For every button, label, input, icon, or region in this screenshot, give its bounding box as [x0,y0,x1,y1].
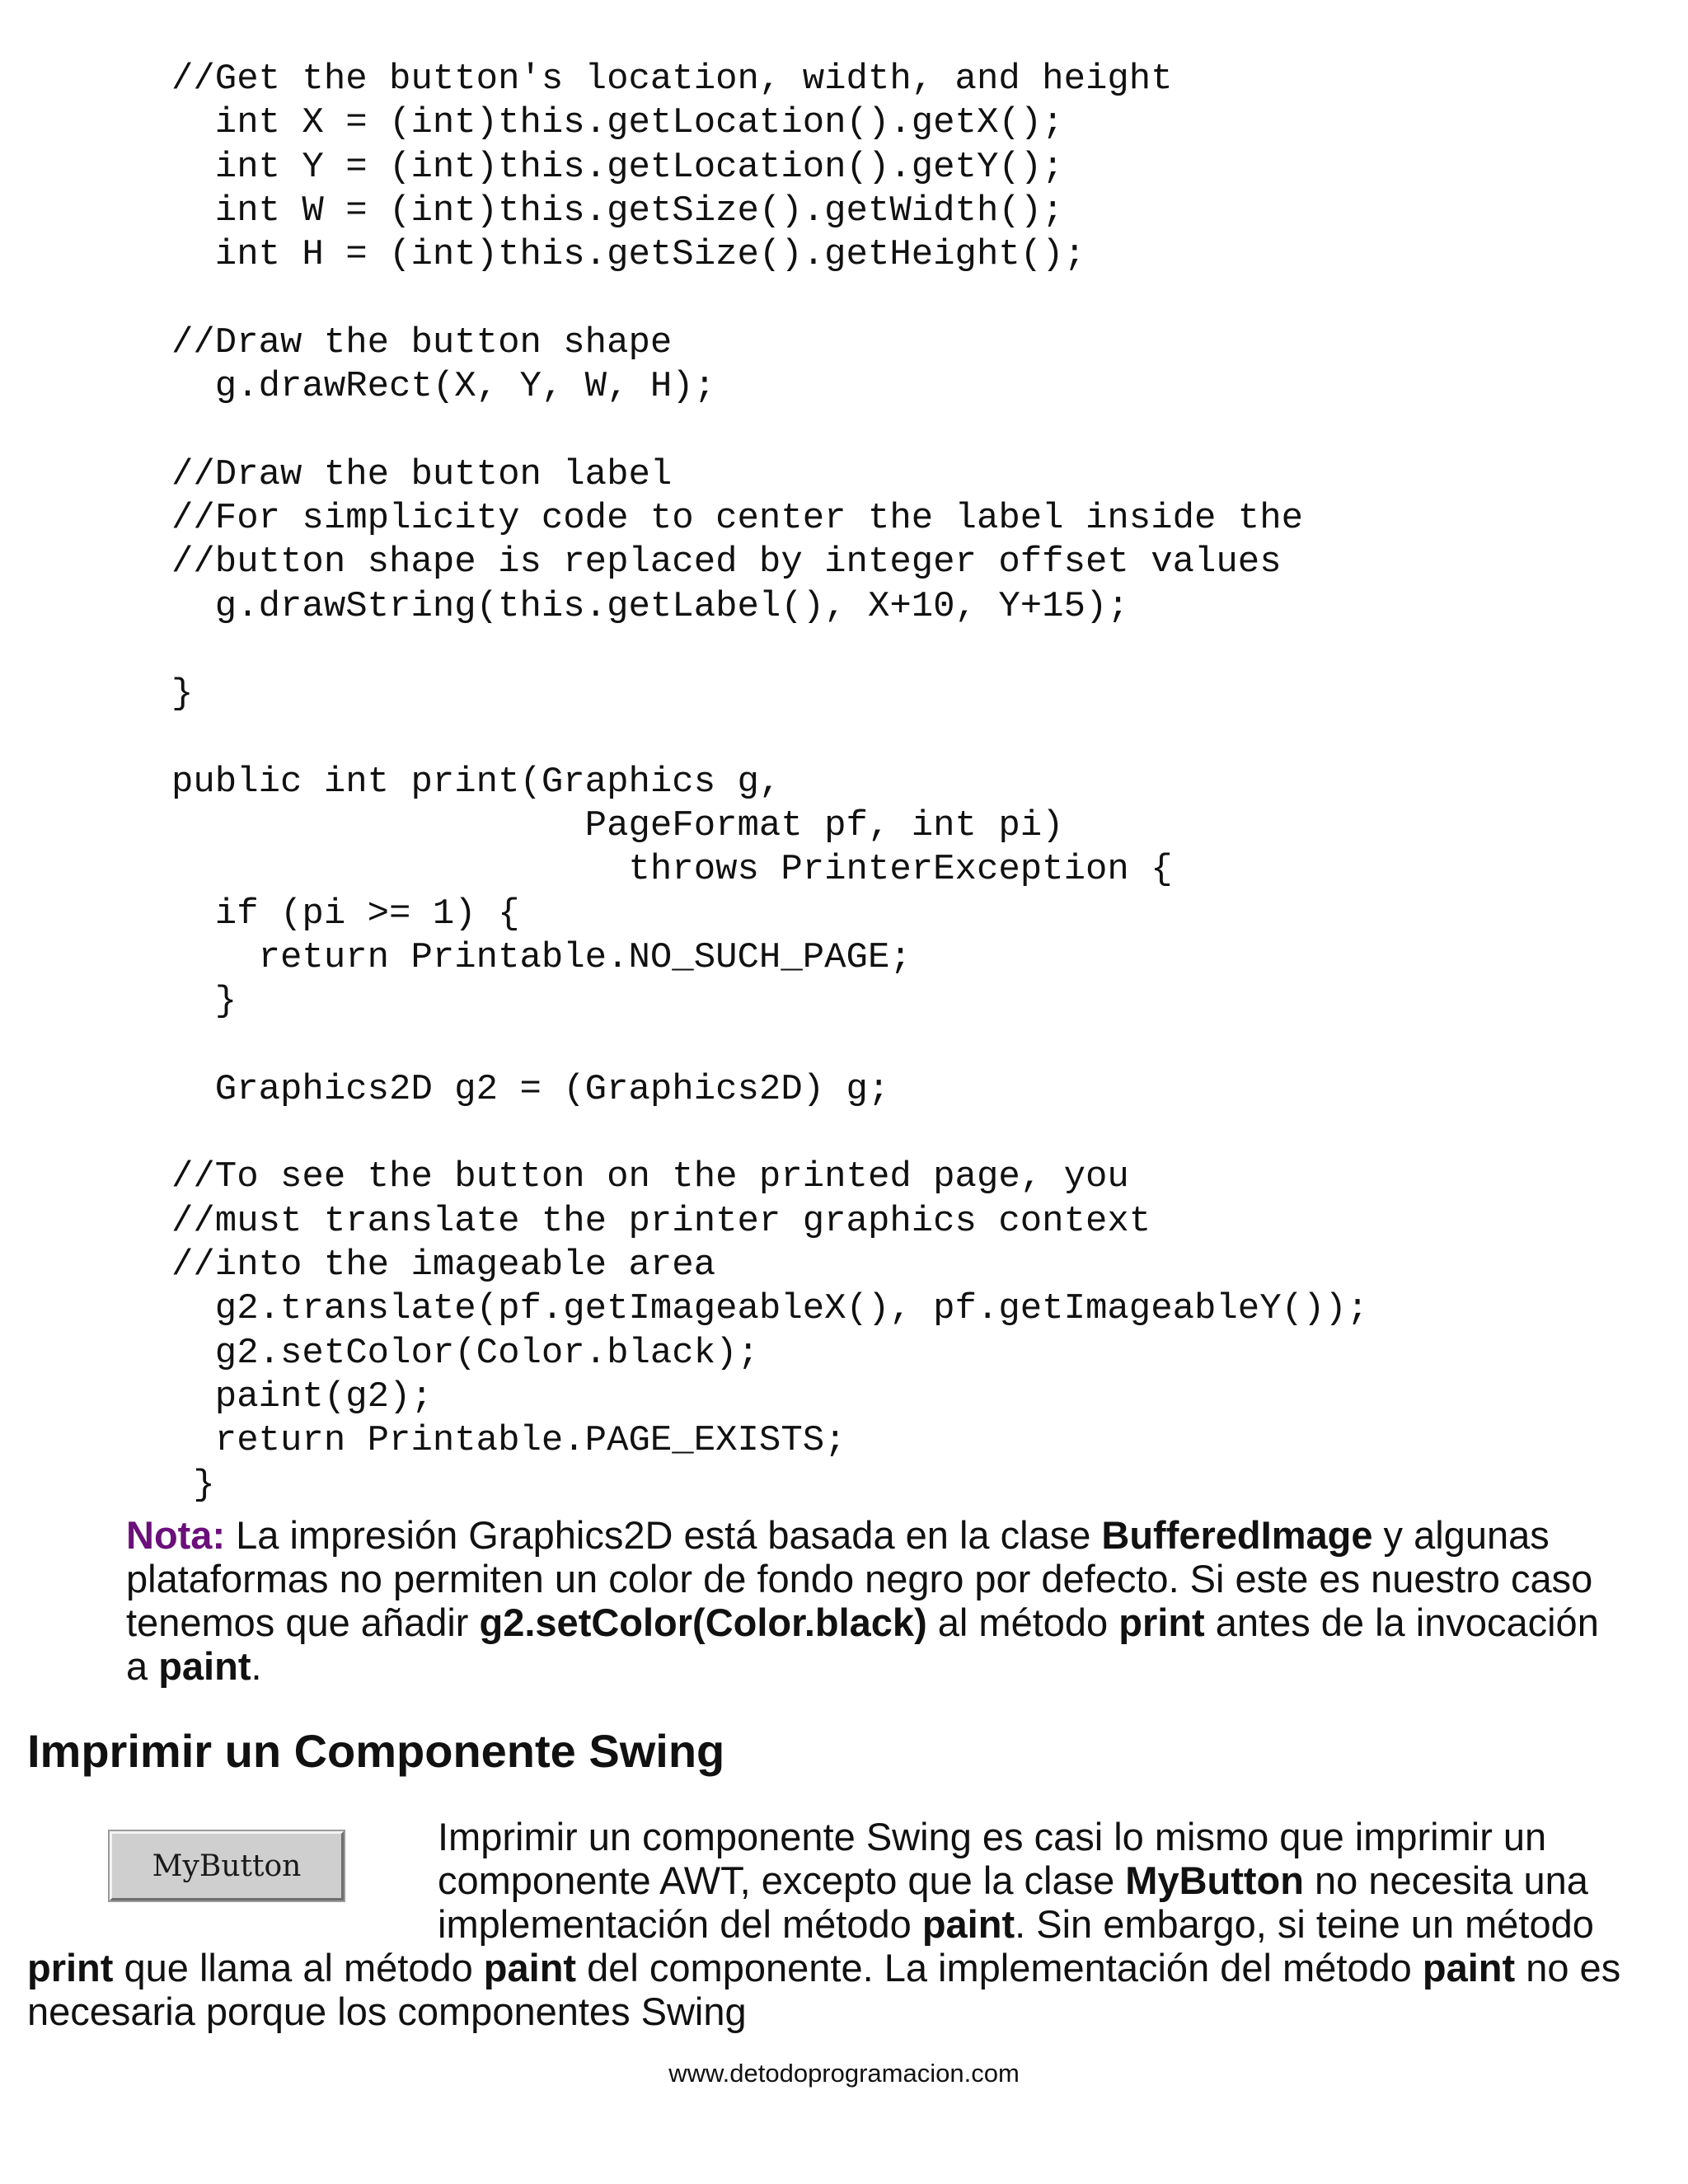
code-line: int H = (int)this.getSize().getHeight(); [171,234,1085,276]
code-listing [171,58,1368,1507]
code-line: int X = (int)this.getLocation().getX(); [171,102,1064,144]
code-line: g.drawString(this.getLabel(), X+10, Y+15); [171,585,1129,627]
para-bold-method: print [27,1946,114,1990]
code-line: throws PrinterException { [171,849,1173,891]
code-line: //To see the button on the printed page, you [171,1156,1129,1198]
note-text: . [251,1644,262,1688]
code-line: g2.translate(pf.getImageableX(), pf.getImageableY()); [171,1288,1369,1330]
code-line [171,409,1368,452]
para-text: . Sin embargo, si teine un método [1015,1902,1594,1946]
code-line [171,277,1368,321]
code-line: //must translate the printer graphics context [171,1200,1151,1242]
para-bold-method: paint [483,1946,577,1990]
code-line [171,1112,1368,1155]
para-text: del componente. La implementación del método [576,1946,1423,1990]
section-heading: Imprimir un Componente Swing [27,1725,725,1777]
note-paragraph [126,1513,1610,1688]
note-label: Nota: [126,1513,226,1557]
code-line: //For simplicity code to center the label inside the [171,497,1304,539]
para-bold-method: paint [921,1902,1015,1946]
code-line: PageFormat pf, int pi) [171,805,1064,847]
note-text: La impresión Graphics2D está basada en la clase [225,1513,1102,1557]
code-line: if (pi >= 1) { [171,893,520,935]
code-line [171,716,1368,760]
para-bold-class: MyButton [1125,1858,1304,1902]
note-bold-method: paint [158,1644,251,1688]
code-line: } [171,981,237,1023]
para-text: que llama al método [113,1946,484,1990]
code-line: return Printable.NO_SUCH_PAGE; [171,936,912,978]
para-bold-method: paint [1422,1946,1516,1990]
footer-url: www.detodoprogramacion.com [668,2059,1020,2088]
code-line: //Draw the button label [171,453,673,495]
code-line: paint(g2); [171,1376,433,1418]
code-line: public int print(Graphics g, [171,761,781,803]
note-bold-method: print [1118,1601,1205,1644]
code-line: //into the imageable area [171,1244,716,1286]
code-line: int Y = (int)this.getLocation().getY(); [171,146,1064,188]
code-line: //Draw the button shape [171,321,673,363]
code-line: } [171,673,194,715]
image-spacer [27,1815,438,1946]
code-line: int W = (int)this.getSize().getWidth(); [171,190,1064,232]
code-line: return Printable.PAGE_EXISTS; [171,1420,846,1462]
code-line: } [171,1464,215,1506]
mybutton-demo-image: MyButton [110,1831,344,1900]
para-text: no es necesaria porque los componentes Swing [27,1946,1621,2033]
note-bold-class: BufferedImage [1101,1513,1373,1557]
note-text: antes de la invocación a [126,1601,1599,1688]
code-line: Graphics2D g2 = (Graphics2D) g; [171,1068,890,1110]
para-text: no necesita una implementación del método [438,1858,1588,1946]
code-line: //Get the button's location, width, and height [171,59,1173,100]
code-line: g2.setColor(Color.black); [171,1332,759,1374]
code-line: g.drawRect(X, Y, W, H); [171,366,716,408]
note-text: al método [926,1601,1119,1644]
note-bold-code: g2.setColor(Color.black) [479,1601,927,1644]
para-text: Imprimir un componente Swing es casi lo mismo que imprimir un componente AWT, excepto que la clase [438,1815,1547,1902]
code-line [171,629,1368,673]
note-text: y algunas plataformas no permiten un color de fondo negro por defecto. Si este es nuestro caso tenemos que añadir [126,1513,1593,1644]
code-line [171,1024,1368,1068]
body-paragraph [27,1815,1667,2033]
code-line: //button shape is replaced by integer offset values [171,541,1282,583]
